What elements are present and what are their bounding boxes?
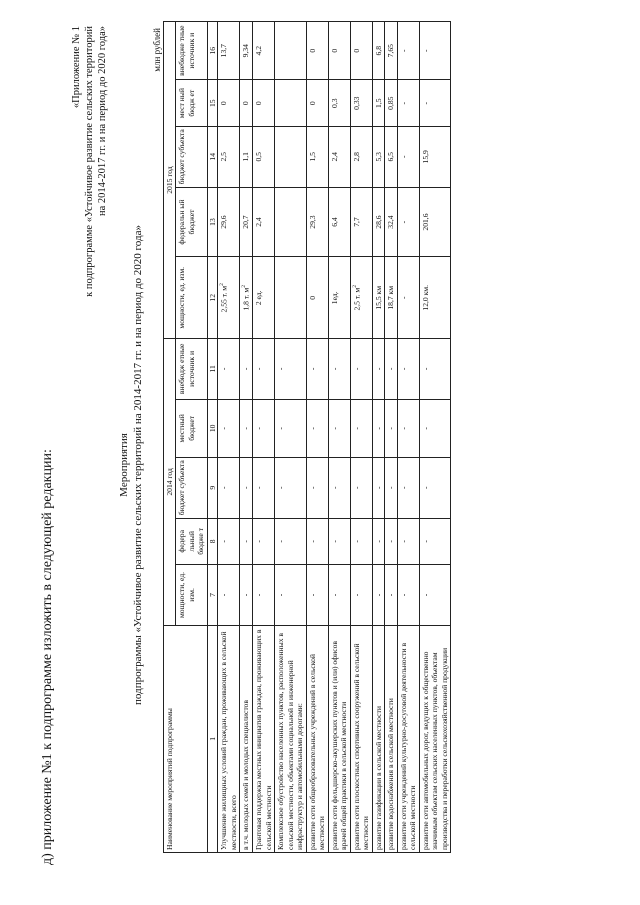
table-cell: - xyxy=(275,399,306,457)
table-cell: 28,6 xyxy=(372,187,384,257)
appendix-line-2: к подпрограмме «Устойчивое развитие сельских территорий xyxy=(84,26,96,297)
column-index: 11 xyxy=(207,339,217,400)
table-row xyxy=(275,22,306,853)
table-cell: - xyxy=(240,399,253,457)
table-cell: - xyxy=(306,565,328,626)
table-cell: - xyxy=(350,457,372,518)
table-cell: - xyxy=(397,257,419,339)
table-row xyxy=(397,22,419,853)
table-row xyxy=(306,22,328,853)
column-index: 14 xyxy=(207,126,217,187)
table-cell: 20,7 xyxy=(240,187,253,257)
header-year-2015: 2015 год xyxy=(164,22,176,339)
table-cell: - xyxy=(397,565,419,626)
header-2015-col: мощности, ед. изм. xyxy=(176,257,207,339)
table-cell: - xyxy=(253,518,275,565)
table-cell: 0,85 xyxy=(385,80,397,127)
measure-name: развитие сети общеобразовательных учреждений в сельской местности xyxy=(306,625,328,852)
table-cell: - xyxy=(385,399,397,457)
table-cell: 0 xyxy=(350,22,372,80)
table-row xyxy=(419,22,450,853)
column-index: 13 xyxy=(207,187,217,257)
header-2014-col: федера льный бюдже т xyxy=(176,518,207,565)
title-line-2: подпрограммы «Устойчивое развитие сельских территорий на 2014-2017 гг. и на период до 2020 года» xyxy=(131,225,144,705)
header-2015-col: федеральн ый бюджет xyxy=(176,187,207,257)
table-cell: - xyxy=(306,457,328,518)
table-cell: 0,3 xyxy=(328,80,350,127)
table-cell: 0,33 xyxy=(350,80,372,127)
table-cell: - xyxy=(397,339,419,400)
table-cell: - xyxy=(328,518,350,565)
table-cell: - xyxy=(350,339,372,400)
table-cell: 2,4 xyxy=(328,126,350,187)
table-cell: - xyxy=(306,339,328,400)
table-row xyxy=(328,22,350,853)
table-cell: - xyxy=(419,518,450,565)
table-row xyxy=(218,22,240,853)
measure-name: развитие сети учреждений культурно-досуговой деятельности в сельской местности xyxy=(397,625,419,852)
table-cell: - xyxy=(397,126,419,187)
column-index: 1 xyxy=(207,625,217,852)
measure-name: развитие сети фельдшерско-акушерских пунктов и (или) офисов врачей общей практики в сельской местности xyxy=(328,625,350,852)
table-cell: - xyxy=(350,399,372,457)
header-2014-col: бюджет субъекта xyxy=(176,457,207,518)
table-cell: - xyxy=(275,518,306,565)
table-cell: 15,9 xyxy=(419,126,450,187)
table-cell: 15,5 км xyxy=(372,257,384,339)
intro-text: д) приложение №1 к подпрограмме изложить в следующей редакции: xyxy=(40,449,55,865)
table-cell: 1ед. xyxy=(328,257,350,339)
column-index: 16 xyxy=(207,22,217,80)
table-cell: 0 xyxy=(218,80,240,127)
table-cell: - xyxy=(419,399,450,457)
table-cell: 7,7 xyxy=(350,187,372,257)
table-cell xyxy=(275,257,306,339)
header-row-index xyxy=(207,22,217,853)
table-cell: 12,0 км. xyxy=(419,257,450,339)
header-2014-col: внебюдж етные источник и xyxy=(176,339,207,400)
appendix-reference xyxy=(70,26,109,297)
header-2014-col: местный бюджет xyxy=(176,399,207,457)
table-cell: - xyxy=(218,518,240,565)
table-cell: 32,4 xyxy=(385,187,397,257)
table-cell: 29,3 xyxy=(306,187,328,257)
measure-name: Грантовая поддержка местных инициатив граждан, проживающих в сельской местности xyxy=(253,625,275,852)
table-cell: - xyxy=(350,565,372,626)
table-cell: 4,2 xyxy=(253,22,275,80)
measure-name: Улучшение жилищных условий граждан, проживающих в сельской местности, всего xyxy=(218,625,240,852)
table-cell: - xyxy=(385,565,397,626)
table-cell: - xyxy=(419,565,450,626)
table-cell: - xyxy=(372,518,384,565)
table-cell: - xyxy=(419,80,450,127)
table-cell: 201,6 xyxy=(419,187,450,257)
header-year-2014: 2014 год xyxy=(164,339,176,626)
table-cell: - xyxy=(419,457,450,518)
table-row xyxy=(240,22,253,853)
table-cell: - xyxy=(253,399,275,457)
column-index: 9 xyxy=(207,457,217,518)
table-cell: 0 xyxy=(306,257,328,339)
table-cell: - xyxy=(253,339,275,400)
column-index: 12 xyxy=(207,257,217,339)
table-cell: 0 xyxy=(253,80,275,127)
table-cell: - xyxy=(385,518,397,565)
table-row xyxy=(350,22,372,853)
table-row xyxy=(253,22,275,853)
measure-name: развитие водоснабжения в сельской местности xyxy=(385,625,397,852)
column-index: 15 xyxy=(207,80,217,127)
table-cell xyxy=(275,22,306,80)
measure-name: в т.ч. молодых семей и молодых специалистов xyxy=(240,625,253,852)
measures-table xyxy=(163,21,451,853)
table-cell: - xyxy=(372,457,384,518)
table-cell: - xyxy=(306,518,328,565)
table-cell: - xyxy=(240,518,253,565)
table-cell: 2,8 xyxy=(350,126,372,187)
table-cell: 6,8 xyxy=(372,22,384,80)
table-cell: - xyxy=(419,22,450,80)
table-cell: - xyxy=(218,339,240,400)
table-cell: - xyxy=(397,187,419,257)
table-cell xyxy=(275,187,306,257)
table-cell: - xyxy=(350,518,372,565)
table-cell: 18,7 км xyxy=(385,257,397,339)
header-row-years xyxy=(164,22,176,853)
header-2015-col: бюджет субъекта xyxy=(176,126,207,187)
table-cell: 0 xyxy=(328,22,350,80)
measure-name: развитие газификации в сельской местности xyxy=(372,625,384,852)
column-index: 7 xyxy=(207,565,217,626)
table-cell: - xyxy=(218,399,240,457)
measure-name: развитие сети плоскостных спортивных сооружений в сельской местности xyxy=(350,625,372,852)
measure-name: Комплексное обустройство населенных пунктов, расположенных в сельской местности, объектами социальной и инженерной инфраструктур и автомобильными дорогами: xyxy=(275,625,306,852)
table-cell: - xyxy=(385,339,397,400)
table-cell: - xyxy=(328,457,350,518)
table-title xyxy=(118,185,146,745)
table-cell: - xyxy=(218,565,240,626)
table-cell: - xyxy=(397,457,419,518)
appendix-line-3: на 2014-2017 гг. и на период до 2020 года» xyxy=(97,26,109,217)
table-cell: 13,7 xyxy=(218,22,240,80)
table-cell: 1,1 xyxy=(240,126,253,187)
table-cell: 2,5 т. $м^2$ xyxy=(350,257,372,339)
header-2014-col: мощности, ед. изм. xyxy=(176,565,207,626)
table-cell: - xyxy=(306,399,328,457)
table-cell: - xyxy=(397,518,419,565)
table-row xyxy=(385,22,397,853)
table-cell: - xyxy=(253,457,275,518)
table-cell: - xyxy=(240,457,253,518)
table-cell: 29,6 xyxy=(218,187,240,257)
table-cell: 2,55 т. $м^2$ xyxy=(218,257,240,339)
table-cell: - xyxy=(240,339,253,400)
table-cell: 2,4 xyxy=(253,187,275,257)
table-cell: - xyxy=(328,399,350,457)
table-cell: - xyxy=(397,399,419,457)
table-cell: - xyxy=(275,565,306,626)
header-2015-col: внебюдже тные источник и xyxy=(176,22,207,80)
table-cell: - xyxy=(328,339,350,400)
table-cell: - xyxy=(328,565,350,626)
table-cell: - xyxy=(419,339,450,400)
title-line-1: Мероприятия xyxy=(118,433,130,497)
table-cell: 1,8 т. $м^2$ xyxy=(240,257,253,339)
table-cell: - xyxy=(397,22,419,80)
table-cell: - xyxy=(385,457,397,518)
table-cell: 1,5 xyxy=(372,80,384,127)
table-cell: 5,3 xyxy=(372,126,384,187)
table-cell: 6,5 xyxy=(385,126,397,187)
table-body xyxy=(218,22,451,853)
table-cell: 6,4 xyxy=(328,187,350,257)
table-cell: - xyxy=(218,457,240,518)
column-index: 8 xyxy=(207,518,217,565)
table-cell: 0 xyxy=(306,80,328,127)
table-cell: 0 xyxy=(306,22,328,80)
table-cell: - xyxy=(240,565,253,626)
table-cell xyxy=(275,80,306,127)
table-cell: 9,34 xyxy=(240,22,253,80)
table-cell: - xyxy=(397,80,419,127)
units-label: млн рублей xyxy=(152,28,162,72)
table-row xyxy=(372,22,384,853)
header-2015-col: мест ный бюдж ет xyxy=(176,80,207,127)
table-cell: 0 xyxy=(240,80,253,127)
measure-name: развитие сети автомобильных дорог, ведущих к общественно значимым объектам сельских населенных пунктов, объектам производства и переработки сельскохозяйственной продукции xyxy=(419,625,450,852)
table-cell: - xyxy=(275,339,306,400)
table-cell: - xyxy=(253,565,275,626)
appendix-line-1: «Приложение № 1 xyxy=(71,26,82,109)
table-cell: - xyxy=(372,399,384,457)
table-cell: 2,5 xyxy=(218,126,240,187)
column-index: 10 xyxy=(207,399,217,457)
header-measure-name: Наименование мероприятий подпрограммы xyxy=(164,625,208,852)
table-cell: 7,65 xyxy=(385,22,397,80)
table-cell: 0,5 xyxy=(253,126,275,187)
table-cell: - xyxy=(372,565,384,626)
table-cell: - xyxy=(275,457,306,518)
table-cell: 2 ед. xyxy=(253,257,275,339)
table-cell: - xyxy=(372,339,384,400)
table-cell xyxy=(275,126,306,187)
table-cell: 1,5 xyxy=(306,126,328,187)
